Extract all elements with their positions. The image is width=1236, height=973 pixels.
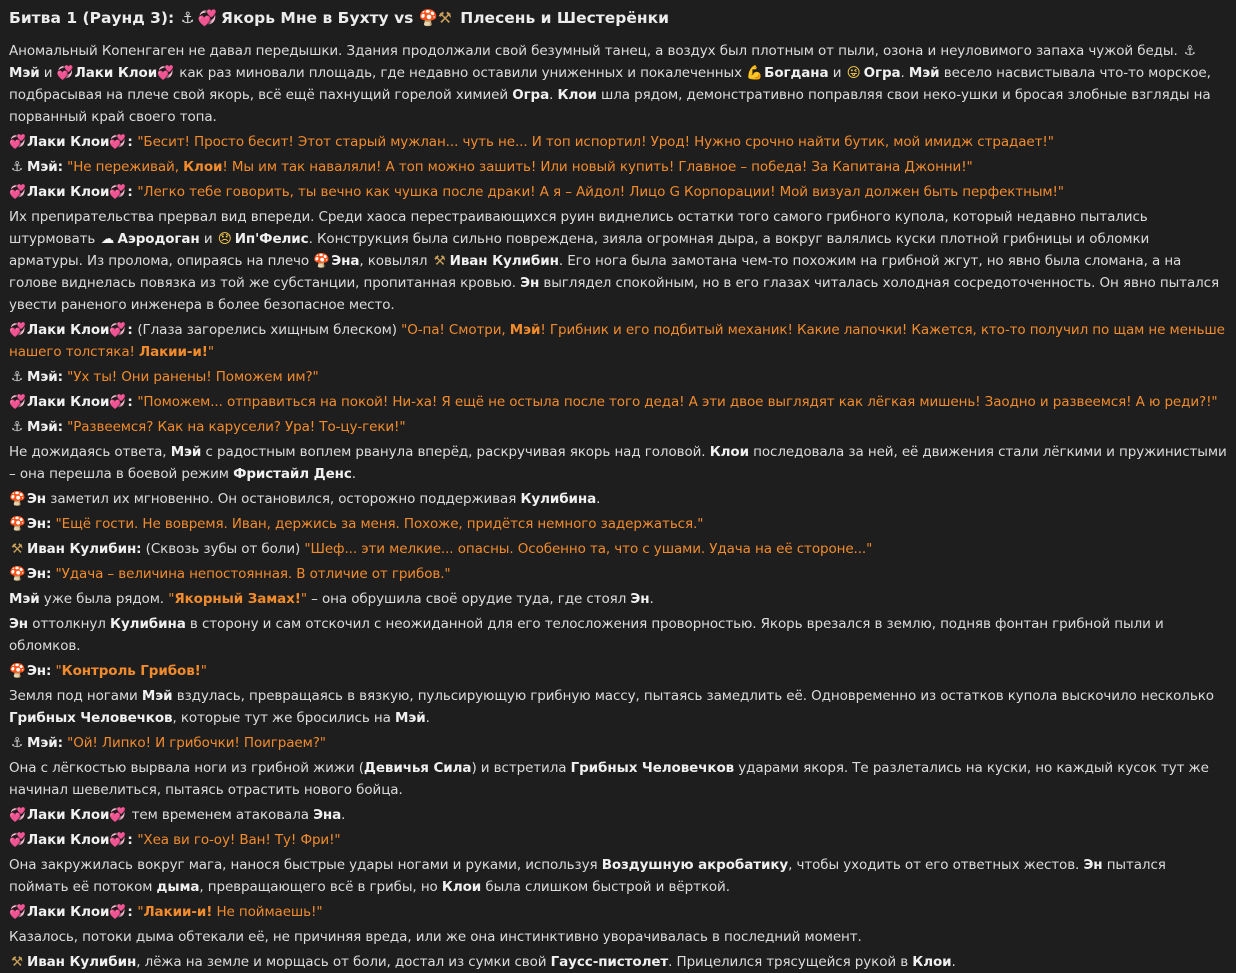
emphasis-text: : [127, 322, 138, 338]
story-paragraph [9, 563, 1227, 585]
story-paragraph [9, 366, 1227, 388]
narration-text: . [341, 807, 346, 823]
team2-name: Плесень и Шестерёнки [460, 9, 669, 27]
emphasis-text: Клои [441, 879, 482, 895]
emphasis-text: Эн [27, 491, 47, 507]
emphasis-text: Лаки Клои [74, 65, 158, 81]
dialogue-text: "Поможем... отправиться на покой! Ни-ха! Я ещё не остыла после того деда! А эти двое выглядят как лёгкая мишень! Заодно и развеемся! А ю реди?!" [137, 394, 1218, 410]
anchor-icon: ⚓ [180, 9, 195, 27]
narration-text: шла рядом, демонстративно поправляя свои неко-ушки и бросая злобные взгляды на порванный край своего топа. [9, 87, 1211, 125]
emphasis-text: Клои [912, 954, 952, 970]
narration-text: Она закружилась вокруг мага, нанося быстрые удары ногами и руками, используя [9, 857, 602, 873]
heart-icon: 💞 [9, 322, 26, 338]
emphasis-text: Аэродоган [117, 231, 200, 247]
heart-icon: 💞 [109, 134, 127, 150]
emphasis-text: Эн [520, 275, 540, 291]
emphasis-text: Мэй [908, 65, 940, 81]
story-paragraph [9, 416, 1227, 438]
narration-text: последовала за ней, её движения стали лёгкими и пружинистыми – она перешла в боевой режим [9, 444, 1227, 482]
narration-text: с радостным воплем рванула вперёд, раскручивая якорь над головой. [201, 444, 710, 460]
emphasis-text: Мэй [170, 444, 202, 460]
narration-text: весело насвистывала что-то морское, подбрасывая на плече свой якорь, всё ещё пахнущий горелой химией [9, 65, 1211, 103]
emphasis-text: Воздушную акробатику [601, 857, 789, 873]
narration-text: (Глаза загорелись хищным блеском) [137, 322, 402, 338]
anchor-icon: ⚓ [10, 369, 23, 385]
emphasis-text: Клои [557, 87, 597, 103]
dialogue-text: " [207, 344, 214, 360]
emphasis-text: Мэй [141, 688, 173, 704]
story-paragraph [9, 732, 1227, 754]
emphasis-text: Гаусс-пистолет [550, 954, 669, 970]
story-text [9, 40, 1227, 973]
narration-text: вздулась, превращаясь в вязкую, пульсирующую грибную массу, пытаясь замедлить её. Одновременно из остатков купола выскочило несколько [172, 688, 1214, 704]
narration-text: как раз миновали площадь, где недавно оставили униженных и покалеченных [175, 65, 747, 81]
sad-icon: 😞 [217, 231, 232, 247]
emphasis-text: Ип'Фелис [234, 231, 309, 247]
narration-text: , ковылял [359, 253, 432, 269]
narration-text: ) и встретила [471, 760, 571, 776]
story-paragraph [9, 488, 1227, 510]
anchor-icon: ⚓ [10, 735, 23, 751]
emphasis-text: Девичья Сила [363, 760, 472, 776]
story-paragraph [9, 901, 1227, 923]
narration-text: оттолкнул [28, 616, 111, 632]
narration-text: . Конструкция была сильно повреждена, зияла огромная дыра, а вокруг валялись куски плотной грибницы и обломки арматуры. Из пролома, опираясь на плечо [9, 231, 1150, 269]
narration-text: , превращающего всё в грибы, но [199, 879, 442, 895]
story-paragraph [9, 319, 1227, 363]
emphasis-text: Мэй: [27, 159, 63, 175]
narration-text: . [596, 491, 601, 507]
narration-text: , лёжа на земле и морщась от боли, достал из сумки свой [136, 954, 551, 970]
emphasis-text: Эн: [27, 566, 52, 582]
emphasis-text: : [127, 394, 138, 410]
dialogue-text: ! Грибник и его подбитый механик! Какие лапочки! Кажется, кто-то получил по щам не меньше нашего толстяка! [9, 322, 1225, 360]
narration-text: . Его нога была замотана чем-то похожим на грибной жгут, но явно была сломана, а на голове виднелась повязка из той же субстанции, пропитанная кровью. [9, 253, 1182, 291]
heart-icon: 💞 [9, 134, 26, 150]
emphasis-text: Эна [331, 253, 360, 269]
emphasis-text: Мэй [395, 710, 426, 726]
dialogue-text: Мэй [509, 322, 541, 338]
vs-label: vs [394, 9, 414, 27]
heart-icon: 💞 [109, 322, 127, 338]
dialogue-text: "О-па! Смотри, [401, 322, 510, 338]
story-paragraph [9, 757, 1227, 801]
heart-icon: 💞 [109, 832, 127, 848]
narration-text: . [425, 710, 430, 726]
emphasis-text: Лаки Клои [27, 322, 110, 338]
mushroom-icon: 🍄 [418, 9, 439, 27]
mushroom-icon: 🍄 [9, 663, 26, 679]
dialogue-text: " [168, 591, 175, 607]
emphasis-text: Мэй [9, 65, 40, 81]
narration-text: Казалось, потоки дыма обтекали её, не причиняя вреда, или же она инстинктивно уворачивалась в последний момент. [9, 929, 862, 945]
emphasis-text: Грибных Человечков [570, 760, 735, 776]
heart-icon: 💞 [9, 807, 26, 823]
dialogue-text: "Хеа ви го-оу! Ван! Ту! Фри!" [137, 832, 341, 848]
emphasis-text: : [127, 134, 138, 150]
mushroom-icon: 🍄 [313, 253, 331, 269]
narration-text: пытался поймать её потоком [9, 857, 1166, 895]
anchor-icon: ⚓ [10, 159, 23, 175]
emphasis-text: Лаки Клои [27, 184, 110, 200]
narration-text: заметил их мгновенно. Он остановился, осторожно поддерживая [46, 491, 521, 507]
emphasis-text: Эн: [27, 516, 52, 532]
mushroom-icon: 🍄 [9, 566, 26, 582]
narration-text: выглядел спокойным, но в его глазах читалась холодная сосредоточенность. Он явно пытался увести раненого инженера в более безопасное место. [9, 275, 1219, 313]
emphasis-text: : [127, 904, 138, 920]
story-paragraph [9, 391, 1227, 413]
emphasis-text: Иван Кулибин [27, 954, 137, 970]
anchor-icon: ⚓ [1183, 43, 1196, 59]
heart-icon: 💞 [109, 807, 127, 823]
story-paragraph [9, 804, 1227, 826]
tools-icon: ⚒ [437, 9, 452, 27]
story-paragraph [9, 660, 1227, 682]
emphasis-text: Грибных Человечков [9, 710, 173, 726]
narration-text: (Сквозь зубы от боли) [141, 541, 305, 557]
tools-icon: ⚒ [10, 954, 23, 970]
dialogue-text: Лакии-и! [143, 904, 213, 920]
ogre-icon: 😜 [846, 65, 861, 81]
story-paragraph [9, 613, 1227, 657]
dialogue-text: ! Мы им так наваляли! А топ можно зашить! Или новый купить! Главное – победа! За Капитана Джонни!" [222, 159, 973, 175]
emphasis-text: Иван Кулибин [449, 253, 559, 269]
heart-icon: 💞 [9, 394, 26, 410]
heart-icon: 💞 [9, 904, 26, 920]
emphasis-text: Эн [1083, 857, 1103, 873]
dialogue-text: " [137, 904, 144, 920]
story-paragraph [9, 854, 1227, 898]
narration-text: Она с лёгкостью вырвала ноги из грибной жижи ( [9, 760, 364, 776]
story-paragraph [9, 441, 1227, 485]
emphasis-text: Лаки Клои [27, 807, 110, 823]
dialogue-text: Контроль Грибов! [61, 663, 201, 679]
team1-name: Якорь Мне в Бухту [221, 9, 389, 27]
narration-text: Не дожидаясь ответа, [9, 444, 171, 460]
emphasis-text: Клои [709, 444, 749, 460]
heart-icon: 💞 [109, 394, 127, 410]
story-paragraph [9, 206, 1227, 316]
narration-text: – она обрушила своё орудие туда, где стоял [306, 591, 631, 607]
cloud-icon: ☁ [100, 231, 115, 247]
emphasis-text: : [127, 832, 138, 848]
emphasis-text: Эн [9, 616, 29, 632]
mushroom-icon: 🍄 [9, 491, 26, 507]
emphasis-text: Огра [512, 87, 550, 103]
narration-text: в сторону и сам отскочил с неожиданной для его телосложения проворностью. Якорь врезался в землю, подняв фонтан грибной пыли и обломков. [9, 616, 1164, 654]
narration-text: , чтобы уходить от его ответных жестов. [788, 857, 1084, 873]
heart-icon: 💞 [9, 832, 26, 848]
narration-text: была слишком быстрой и вёрткой. [481, 879, 730, 895]
battle-round-label: Битва 1 (Раунд 3): [9, 9, 175, 27]
story-paragraph [9, 40, 1227, 128]
narration-text: и [39, 65, 57, 81]
story-paragraph [9, 131, 1227, 153]
tools-icon: ⚒ [433, 253, 446, 269]
story-paragraph [9, 951, 1227, 973]
muscle-icon: 💪 [746, 65, 763, 81]
story-paragraph [9, 829, 1227, 851]
dialogue-text: "Ой! Липко! И грибочки! Поиграем?" [67, 735, 326, 751]
story-paragraph [9, 538, 1227, 560]
story-paragraph [9, 181, 1227, 203]
narration-text: , которые тут же бросились на [172, 710, 396, 726]
emphasis-text: Эна [313, 807, 342, 823]
narration-text: тем временем атаковала [127, 807, 314, 823]
emphasis-text: : [127, 184, 138, 200]
emphasis-text: Лаки Клои [27, 394, 110, 410]
emphasis-text: Эн: [27, 663, 52, 679]
heart-icon: 💞 [157, 65, 174, 81]
mushroom-icon: 🍄 [9, 516, 26, 532]
dialogue-text: " [200, 663, 207, 679]
story-paragraph [9, 685, 1227, 729]
narration-text: . [549, 87, 558, 103]
emphasis-text: Мэй: [27, 419, 63, 435]
narration-text: Их препирательства прервал вид впереди. Среди хаоса перестраивающихся руин виднелись остатки того самого грибного купола, который недавно пытались штурмовать [9, 209, 1148, 247]
emphasis-text: Кулибина [520, 491, 597, 507]
dialogue-text: " [300, 591, 307, 607]
dialogue-text: Лакии-и! [139, 344, 208, 360]
narration-text: . [951, 954, 956, 970]
narration-text: . Прицелился трясущейся рукой в [668, 954, 913, 970]
emphasis-text: Лаки Клои [27, 904, 110, 920]
anchor-icon: ⚓ [10, 419, 23, 435]
narration-text: Аномальный Копенгаген не давал передышки. Здания продолжали свой безумный танец, а воздух был плотным от пыли, озона и неуловимого запаха чужой беды. [9, 43, 1182, 59]
narration-text: и [828, 65, 846, 81]
dialogue-text: "Удача – величина непостоянная. В отличие от грибов." [55, 566, 451, 582]
story-paragraph [9, 513, 1227, 535]
dialogue-text: "Ещё гости. Не вовремя. Иван, держись за меня. Похоже, придётся немного задержаться." [55, 516, 704, 532]
emphasis-text: Эн [630, 591, 650, 607]
narration-text: Земля под ногами [9, 688, 142, 704]
story-paragraph [9, 588, 1227, 610]
story-paragraph [9, 156, 1227, 178]
dialogue-text: "Ух ты! Они ранены! Поможем им?" [67, 369, 319, 385]
dialogue-text: " [55, 663, 62, 679]
narration-text: уже была рядом. [39, 591, 169, 607]
battle-title [9, 5, 1227, 31]
dialogue-text: "Легко тебе говорить, ты вечно как чушка после драки! А я – Айдол! Лицо G Корпорации! Мой визуал должен быть перфектным!" [137, 184, 1064, 200]
emphasis-text: Мэй: [27, 369, 63, 385]
emphasis-text: Мэй [9, 591, 40, 607]
heart-icon: 💞 [197, 9, 217, 27]
narration-text: . [900, 65, 909, 81]
emphasis-text: Фристайл Денс [233, 466, 352, 482]
heart-icon: 💞 [109, 184, 127, 200]
dialogue-text: Клои [183, 159, 223, 175]
dialogue-text: "Развеемся? Как на карусели? Ура! То-цу-геки!" [67, 419, 406, 435]
emphasis-text: Мэй: [27, 735, 63, 751]
dialogue-text: "Бесит! Просто бесит! Этот старый мужлан... чуть не... И топ испортил! Урод! Нужно срочно найти бутик, мой имидж страдает!" [137, 134, 1054, 150]
story-paragraph [9, 926, 1227, 948]
emphasis-text: Лаки Клои [27, 134, 110, 150]
narration-text: . [351, 466, 356, 482]
heart-icon: 💞 [9, 184, 26, 200]
narration-text: . [649, 591, 654, 607]
dialogue-text: Якорный Замах! [174, 591, 301, 607]
narration-text: ударами якоря. Те разлетались на куски, но каждый кусок тут же начинал шевелиться, пытаясь отрастить нового бойца. [9, 760, 1209, 798]
emphasis-text: Богдана [764, 65, 829, 81]
heart-icon: 💞 [109, 904, 127, 920]
heart-icon: 💞 [56, 65, 74, 81]
tools-icon: ⚒ [10, 541, 23, 557]
emphasis-text: дыма [156, 879, 200, 895]
narration-text: и [199, 231, 217, 247]
emphasis-text: Кулибина [110, 616, 186, 632]
dialogue-text: "Не переживай, [67, 159, 184, 175]
dialogue-text: Не поймаешь!" [212, 904, 323, 920]
emphasis-text: Лаки Клои [27, 832, 110, 848]
emphasis-text: Иван Кулибин: [27, 541, 142, 557]
dialogue-text: "Шеф... эти мелкие... опасны. Особенно та, что с ушами. Удача на её стороне..." [304, 541, 873, 557]
emphasis-text: Огра [863, 65, 901, 81]
